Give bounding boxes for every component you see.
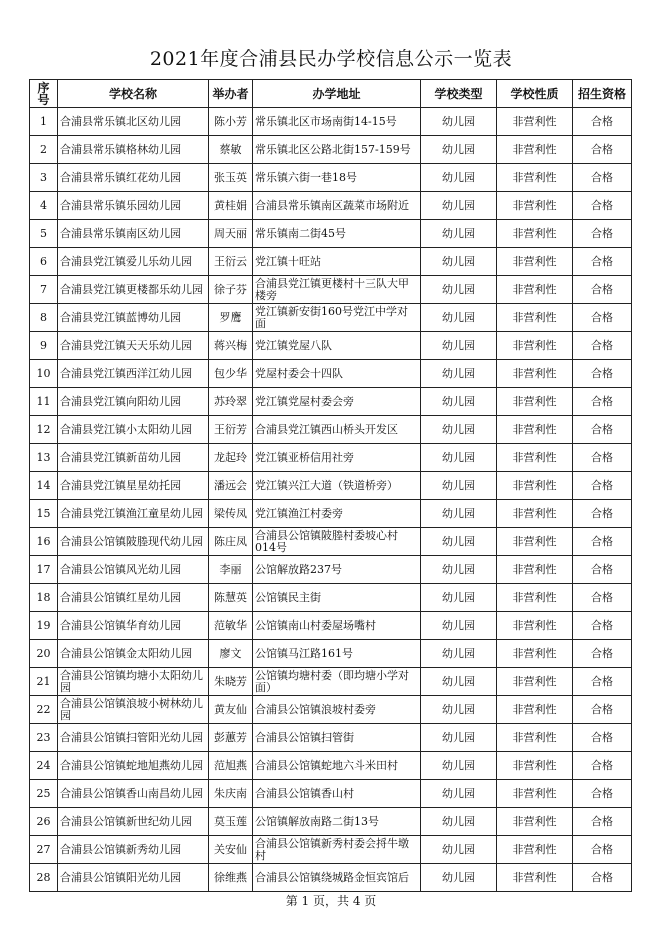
cell-school-name: 合浦县公馆镇新世纪幼儿园 (58, 808, 209, 836)
cell-school-type: 幼儿园 (421, 332, 497, 360)
cell-qualification: 合格 (573, 640, 632, 668)
cell-address: 公馆镇马江路161号 (253, 640, 421, 668)
cell-address: 常乐镇南二街45号 (253, 220, 421, 248)
cell-address: 合浦县公馆镇香山村 (253, 780, 421, 808)
cell-school-name: 合浦县党江镇新苗幼儿园 (58, 444, 209, 472)
cell-school-nature: 非营利性 (497, 864, 573, 892)
cell-qualification: 合格 (573, 780, 632, 808)
cell-school-name: 合浦县公馆镇风光幼儿园 (58, 556, 209, 584)
cell-organizer: 蔡敏 (209, 136, 253, 164)
cell-organizer: 黄桂娟 (209, 192, 253, 220)
cell-address: 合浦县公馆镇绕城路金恒宾馆后 (253, 864, 421, 892)
cell-school-type: 幼儿园 (421, 220, 497, 248)
cell-school-nature: 非营利性 (497, 780, 573, 808)
cell-qualification: 合格 (573, 416, 632, 444)
cell-address: 党江镇渔江村委旁 (253, 500, 421, 528)
cell-school-type: 幼儿园 (421, 836, 497, 864)
cell-organizer: 彭蕙芳 (209, 724, 253, 752)
header-nature: 学校性质 (497, 80, 573, 108)
cell-school-nature: 非营利性 (497, 528, 573, 556)
cell-school-nature: 非营利性 (497, 668, 573, 696)
cell-seq: 18 (30, 584, 58, 612)
cell-qualification: 合格 (573, 472, 632, 500)
cell-address: 党江镇党屋八队 (253, 332, 421, 360)
cell-organizer: 罗鹰 (209, 304, 253, 332)
cell-school-nature: 非营利性 (497, 388, 573, 416)
cell-seq: 1 (30, 108, 58, 136)
cell-seq: 21 (30, 668, 58, 696)
cell-school-type: 幼儿园 (421, 612, 497, 640)
cell-school-nature: 非营利性 (497, 220, 573, 248)
table-row (30, 668, 632, 696)
cell-qualification: 合格 (573, 500, 632, 528)
cell-address: 合浦县公馆镇蛇地六斗米田村 (253, 752, 421, 780)
cell-organizer: 龙起玲 (209, 444, 253, 472)
cell-seq: 24 (30, 752, 58, 780)
cell-school-nature: 非营利性 (497, 640, 573, 668)
cell-address: 党江镇党屋村委会旁 (253, 388, 421, 416)
cell-seq: 23 (30, 724, 58, 752)
cell-address: 公馆镇均塘村委（即均塘小学对面） (253, 668, 421, 696)
table-row (30, 388, 632, 416)
cell-seq: 16 (30, 528, 58, 556)
cell-seq: 27 (30, 836, 58, 864)
cell-school-type: 幼儿园 (421, 696, 497, 724)
cell-organizer: 梁传凤 (209, 500, 253, 528)
cell-school-type: 幼儿园 (421, 808, 497, 836)
cell-school-name: 合浦县常乐镇红花幼儿园 (58, 164, 209, 192)
cell-school-type: 幼儿园 (421, 136, 497, 164)
table-row (30, 304, 632, 332)
table-row (30, 584, 632, 612)
cell-school-name: 合浦县党江镇更楼都乐幼儿园 (58, 276, 209, 304)
cell-seq: 11 (30, 388, 58, 416)
header-qualification: 招生资格 (573, 80, 632, 108)
page-footer: 第 1 页，共 4 页 (285, 894, 377, 908)
cell-organizer: 朱晓芳 (209, 668, 253, 696)
table-row (30, 640, 632, 668)
header-organizer: 举办者 (209, 80, 253, 108)
table-row (30, 836, 632, 864)
cell-qualification: 合格 (573, 864, 632, 892)
cell-seq: 9 (30, 332, 58, 360)
cell-school-name: 合浦县党江镇蓝博幼儿园 (58, 304, 209, 332)
table-row (30, 556, 632, 584)
cell-school-nature: 非营利性 (497, 752, 573, 780)
table-row (30, 612, 632, 640)
cell-address: 党江镇亚桥信用社旁 (253, 444, 421, 472)
cell-seq: 26 (30, 808, 58, 836)
cell-school-type: 幼儿园 (421, 556, 497, 584)
cell-school-type: 幼儿园 (421, 108, 497, 136)
cell-address: 常乐镇北区公路北街157-159号 (253, 136, 421, 164)
cell-school-nature: 非营利性 (497, 248, 573, 276)
table-row (30, 248, 632, 276)
cell-seq: 7 (30, 276, 58, 304)
cell-school-name: 合浦县公馆镇香山南昌幼儿园 (58, 780, 209, 808)
table-row (30, 360, 632, 388)
cell-qualification: 合格 (573, 808, 632, 836)
cell-seq: 25 (30, 780, 58, 808)
cell-organizer: 周天丽 (209, 220, 253, 248)
cell-school-nature: 非营利性 (497, 808, 573, 836)
table-row (30, 192, 632, 220)
cell-qualification: 合格 (573, 528, 632, 556)
cell-school-type: 幼儿园 (421, 752, 497, 780)
cell-seq: 17 (30, 556, 58, 584)
cell-school-name: 合浦县公馆镇蛇地旭燕幼儿园 (58, 752, 209, 780)
table-row (30, 276, 632, 304)
cell-school-type: 幼儿园 (421, 360, 497, 388)
table-row (30, 724, 632, 752)
cell-school-type: 幼儿园 (421, 584, 497, 612)
cell-school-name: 合浦县党江镇向阳幼儿园 (58, 388, 209, 416)
cell-address: 公馆镇南山村委屋场嘴村 (253, 612, 421, 640)
cell-school-nature: 非营利性 (497, 500, 573, 528)
cell-seq: 12 (30, 416, 58, 444)
cell-school-nature: 非营利性 (497, 164, 573, 192)
table-row (30, 444, 632, 472)
header-seq: 序号 (30, 80, 58, 108)
cell-school-type: 幼儿园 (421, 500, 497, 528)
cell-qualification: 合格 (573, 136, 632, 164)
cell-qualification: 合格 (573, 556, 632, 584)
cell-school-nature: 非营利性 (497, 304, 573, 332)
cell-school-type: 幼儿园 (421, 472, 497, 500)
cell-school-name: 合浦县公馆镇红星幼儿园 (58, 584, 209, 612)
cell-organizer: 苏玲翠 (209, 388, 253, 416)
cell-school-name: 合浦县党江镇天天乐幼儿园 (58, 332, 209, 360)
cell-organizer: 张玉英 (209, 164, 253, 192)
header-type: 学校类型 (421, 80, 497, 108)
cell-qualification: 合格 (573, 248, 632, 276)
cell-organizer: 范旭燕 (209, 752, 253, 780)
cell-school-nature: 非营利性 (497, 696, 573, 724)
cell-organizer: 莫玉莲 (209, 808, 253, 836)
cell-address: 常乐镇六街一巷18号 (253, 164, 421, 192)
cell-school-type: 幼儿园 (421, 192, 497, 220)
cell-qualification: 合格 (573, 444, 632, 472)
table-row (30, 220, 632, 248)
table-row (30, 500, 632, 528)
cell-school-nature: 非营利性 (497, 192, 573, 220)
table-row (30, 528, 632, 556)
cell-qualification: 合格 (573, 696, 632, 724)
cell-address: 合浦县常乐镇南区蔬菜市场附近 (253, 192, 421, 220)
cell-school-name: 合浦县常乐镇北区幼儿园 (58, 108, 209, 136)
cell-school-type: 幼儿园 (421, 528, 497, 556)
table-row (30, 864, 632, 892)
cell-address: 合浦县公馆镇浪坡村委旁 (253, 696, 421, 724)
table-row (30, 808, 632, 836)
cell-seq: 22 (30, 696, 58, 724)
cell-school-name: 合浦县公馆镇扫管阳光幼儿园 (58, 724, 209, 752)
cell-address: 常乐镇北区市场南街14-15号 (253, 108, 421, 136)
cell-school-type: 幼儿园 (421, 640, 497, 668)
cell-school-nature: 非营利性 (497, 612, 573, 640)
cell-address: 党江镇新安街160号党江中学对面 (253, 304, 421, 332)
cell-organizer: 关安仙 (209, 836, 253, 864)
cell-organizer: 徐子芬 (209, 276, 253, 304)
cell-school-nature: 非营利性 (497, 584, 573, 612)
cell-organizer: 朱庆南 (209, 780, 253, 808)
cell-seq: 20 (30, 640, 58, 668)
cell-organizer: 陈慧英 (209, 584, 253, 612)
cell-seq: 28 (30, 864, 58, 892)
cell-organizer: 廖文 (209, 640, 253, 668)
cell-school-name: 合浦县公馆镇华育幼儿园 (58, 612, 209, 640)
cell-school-nature: 非营利性 (497, 332, 573, 360)
cell-qualification: 合格 (573, 304, 632, 332)
table-row (30, 696, 632, 724)
cell-address: 合浦县党江镇西山桥头开发区 (253, 416, 421, 444)
cell-organizer: 徐维燕 (209, 864, 253, 892)
cell-school-type: 幼儿园 (421, 388, 497, 416)
table-row (30, 164, 632, 192)
cell-qualification: 合格 (573, 836, 632, 864)
cell-qualification: 合格 (573, 192, 632, 220)
cell-seq: 5 (30, 220, 58, 248)
cell-school-type: 幼儿园 (421, 164, 497, 192)
cell-address: 党江镇十旺站 (253, 248, 421, 276)
cell-qualification: 合格 (573, 164, 632, 192)
cell-seq: 4 (30, 192, 58, 220)
table-row (30, 108, 632, 136)
cell-school-name: 合浦县常乐镇乐园幼儿园 (58, 192, 209, 220)
cell-qualification: 合格 (573, 668, 632, 696)
cell-address: 公馆镇民主街 (253, 584, 421, 612)
cell-organizer: 李丽 (209, 556, 253, 584)
table-row (30, 780, 632, 808)
cell-school-type: 幼儿园 (421, 248, 497, 276)
table-header-row (30, 80, 632, 108)
cell-school-nature: 非营利性 (497, 108, 573, 136)
cell-school-nature: 非营利性 (497, 276, 573, 304)
cell-school-nature: 非营利性 (497, 416, 573, 444)
cell-address: 党江镇兴江大道（铁道桥旁） (253, 472, 421, 500)
cell-school-name: 合浦县党江镇西洋江幼儿园 (58, 360, 209, 388)
cell-qualification: 合格 (573, 276, 632, 304)
cell-seq: 15 (30, 500, 58, 528)
cell-address: 合浦县党江镇更楼村十三队大甲楼旁 (253, 276, 421, 304)
cell-qualification: 合格 (573, 388, 632, 416)
cell-school-name: 合浦县党江镇星星幼托园 (58, 472, 209, 500)
cell-address: 公馆镇解放南路二街13号 (253, 808, 421, 836)
header-name: 学校名称 (58, 80, 209, 108)
cell-qualification: 合格 (573, 108, 632, 136)
cell-school-nature: 非营利性 (497, 472, 573, 500)
cell-qualification: 合格 (573, 752, 632, 780)
cell-school-name: 合浦县公馆镇均塘小太阳幼儿园 (58, 668, 209, 696)
cell-school-type: 幼儿园 (421, 304, 497, 332)
cell-school-nature: 非营利性 (497, 360, 573, 388)
cell-school-nature: 非营利性 (497, 556, 573, 584)
table-row (30, 416, 632, 444)
cell-seq: 14 (30, 472, 58, 500)
cell-organizer: 陈庄凤 (209, 528, 253, 556)
cell-school-type: 幼儿园 (421, 276, 497, 304)
cell-qualification: 合格 (573, 220, 632, 248)
cell-school-nature: 非营利性 (497, 444, 573, 472)
cell-school-name: 合浦县公馆镇新秀幼儿园 (58, 836, 209, 864)
cell-qualification: 合格 (573, 612, 632, 640)
cell-seq: 13 (30, 444, 58, 472)
cell-organizer: 蒋兴梅 (209, 332, 253, 360)
cell-school-name: 合浦县党江镇爱儿乐幼儿园 (58, 248, 209, 276)
cell-school-type: 幼儿园 (421, 444, 497, 472)
cell-qualification: 合格 (573, 332, 632, 360)
cell-school-nature: 非营利性 (497, 724, 573, 752)
cell-school-name: 合浦县公馆镇金太阳幼儿园 (58, 640, 209, 668)
page-title: 2021年度合浦县民办学校信息公示一览表 (149, 48, 513, 70)
table-row (30, 332, 632, 360)
header-address: 办学地址 (253, 80, 421, 108)
cell-organizer: 范敏华 (209, 612, 253, 640)
cell-seq: 8 (30, 304, 58, 332)
cell-seq: 19 (30, 612, 58, 640)
cell-school-type: 幼儿园 (421, 668, 497, 696)
table-row (30, 752, 632, 780)
cell-organizer: 潘远会 (209, 472, 253, 500)
cell-qualification: 合格 (573, 584, 632, 612)
school-table (29, 79, 632, 892)
cell-organizer: 黄友仙 (209, 696, 253, 724)
cell-school-name: 合浦县党江镇渔江童星幼儿园 (58, 500, 209, 528)
cell-address: 合浦县公馆镇新秀村委会捋牛墩村 (253, 836, 421, 864)
cell-address: 公馆解放路237号 (253, 556, 421, 584)
cell-school-name: 合浦县常乐镇格林幼儿园 (58, 136, 209, 164)
cell-school-type: 幼儿园 (421, 724, 497, 752)
cell-address: 合浦县公馆镇扫管街 (253, 724, 421, 752)
cell-qualification: 合格 (573, 724, 632, 752)
cell-school-type: 幼儿园 (421, 416, 497, 444)
cell-school-nature: 非营利性 (497, 836, 573, 864)
cell-address: 合浦县公馆镇陂塍村委坡心村014号 (253, 528, 421, 556)
cell-school-name: 合浦县公馆镇阳光幼儿园 (58, 864, 209, 892)
cell-address: 党屋村委会十四队 (253, 360, 421, 388)
cell-school-type: 幼儿园 (421, 780, 497, 808)
cell-qualification: 合格 (573, 360, 632, 388)
cell-seq: 2 (30, 136, 58, 164)
cell-school-name: 合浦县公馆镇浪坡小树林幼儿园 (58, 696, 209, 724)
cell-seq: 10 (30, 360, 58, 388)
cell-organizer: 包少华 (209, 360, 253, 388)
cell-organizer: 陈小芳 (209, 108, 253, 136)
cell-school-type: 幼儿园 (421, 864, 497, 892)
cell-organizer: 王衍云 (209, 248, 253, 276)
cell-school-nature: 非营利性 (497, 136, 573, 164)
cell-organizer: 王衍芳 (209, 416, 253, 444)
cell-school-name: 合浦县党江镇小太阳幼儿园 (58, 416, 209, 444)
cell-seq: 3 (30, 164, 58, 192)
table-row (30, 472, 632, 500)
table-row (30, 136, 632, 164)
cell-school-name: 合浦县公馆镇陂塍现代幼儿园 (58, 528, 209, 556)
cell-seq: 6 (30, 248, 58, 276)
cell-school-name: 合浦县常乐镇南区幼儿园 (58, 220, 209, 248)
